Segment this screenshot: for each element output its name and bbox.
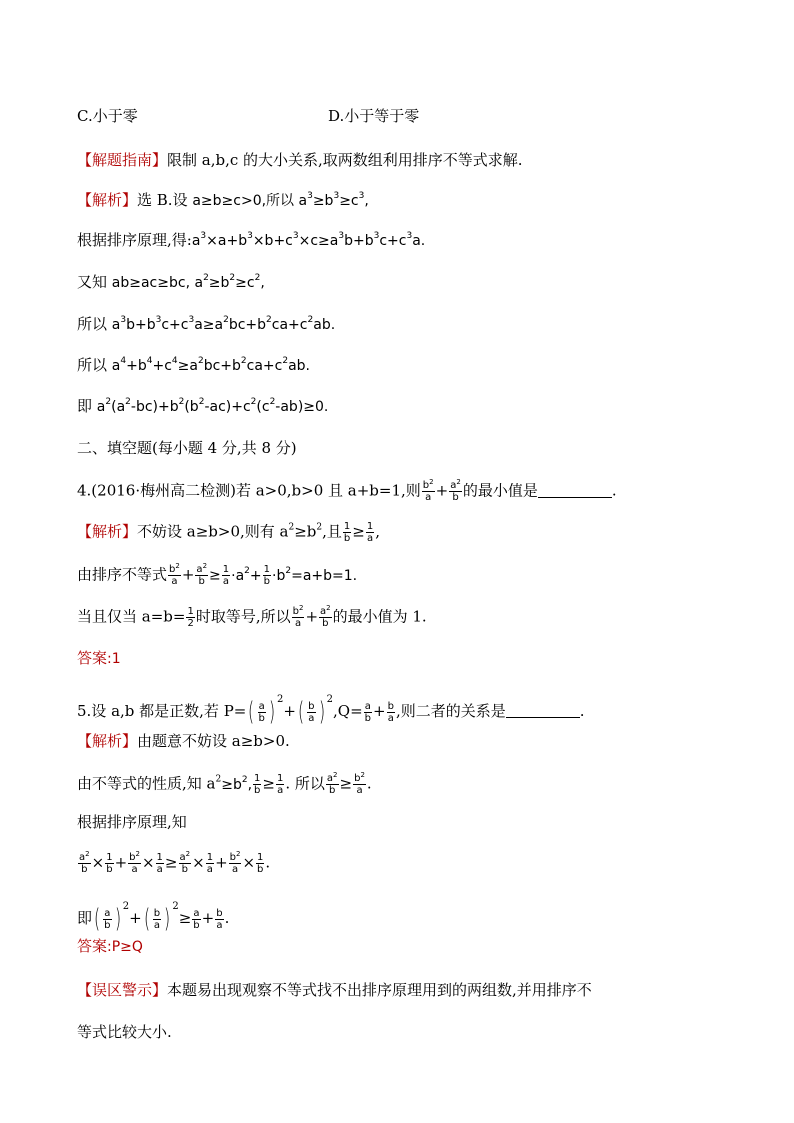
q3-a2-math: $a^3\times a+b^3\times b+c^3\times c\ge a^3b+b^3c+c^3a$. — [191, 231, 426, 249]
q5-analysis-line-2: 由不等式的性质,知 $a^2\ge b^2$, $\frac{1}{b}$ ≥ $\frac{1}{a}$ . 所以 $\frac{a^2}{b}$ ≥ $\frac{b^2}{a}$ . — [77, 771, 372, 796]
q4-answer-value: :1 — [107, 651, 121, 667]
fraction: $\frac{b^2}{a}$ — [292, 604, 304, 629]
q5-answer-value: :P≥Q — [107, 939, 143, 955]
q5-analysis-line-1 — [77, 731, 290, 751]
q5-a2-post: . 所以 — [285, 774, 325, 793]
fraction: $\frac{b}{a}$ — [216, 907, 223, 931]
fraction: $\frac{a^2}{b}$ — [326, 771, 338, 796]
q5-a5-pre: 即 — [77, 909, 93, 927]
fraction: $\frac{b}{a}$ — [153, 907, 161, 931]
q5-answer — [77, 936, 143, 957]
answer-blank — [506, 703, 580, 718]
answer-label: 答案 — [77, 649, 108, 667]
fraction: $\frac{a}{b}$ — [104, 907, 111, 931]
fraction: $\frac{a^2}{b}$ — [179, 850, 191, 875]
q5-a2-pre: 由不等式的性质,知 a — [77, 774, 216, 793]
q5-analysis-line-4: $\frac{a^2}{b}$ × $\frac{1}{b}$ + $\frac{b^2}{a}$ × $\frac{1}{a}$ ≥ $\frac{a^2}{b}$ × $\frac{1}{a}$ + $\frac{b^2}{a}$ × $\frac{1}{b}$ . — [79, 850, 271, 875]
guide-paragraph — [77, 150, 523, 170]
q3-l6-pre: 即 — [77, 397, 97, 415]
fraction: $\frac{1}{a}$ — [156, 852, 163, 875]
warning-line-2: 等式比较大小. — [77, 1023, 172, 1041]
answer-blank — [538, 483, 612, 498]
fraction: $\frac{a}{b}$ — [364, 700, 372, 724]
fraction: $\frac{1}{b}$ — [263, 564, 271, 587]
q4-a3-mid: 时取等号,所以 — [195, 607, 291, 626]
q4-analysis-line-2: 由排序不等式 $\frac{b^2}{a}$ + $\frac{a^2}{b}$ ≥ $\frac{1}{a}$ $\cdot a^2+$ $\frac{1}{b}$ $\cdot b^2=a+b=1$. — [77, 562, 358, 587]
fraction: $\frac{a^2}{b}$ — [196, 562, 208, 587]
q4-analysis-line-3: 当且仅当 a=b= $\frac{1}{2}$ 时取等号,所以 $\frac{b^2}{a}$ + $\frac{a^2}{b}$ 的最小值为 1. — [77, 604, 427, 629]
q5-stem-pre: 5.设 a,b 都是正数,若 P= — [77, 702, 247, 720]
q5-stem-q: ,Q= — [333, 702, 363, 720]
q4-analysis-line-1: 【解析】不妨设 a≥b>0,则有 $a^2\ge b^2$,且 $\frac{1}{b}$ ≥ $\frac{1}{a}$ , — [77, 521, 381, 544]
q3-analysis-line-3 — [77, 272, 265, 293]
warning-tag: 【误区警示】 — [77, 981, 168, 999]
fraction: $\frac{a^2}{b}$ — [320, 604, 331, 629]
warning-text-1: 本题易出现观察不等式找不出排序原理用到的两组数,并用排序不 — [167, 981, 592, 999]
q4-a3-pre: 当且仅当 a=b= — [77, 607, 186, 626]
q4-a1-post: ,且 — [322, 522, 342, 541]
q3-analysis-line-2 — [77, 230, 425, 251]
q3-analysis-line-5 — [77, 355, 310, 376]
q3-l5-pre: 所以 — [77, 356, 112, 374]
q5-stem-post: ,则二者的关系是 — [395, 702, 506, 720]
q4-stem-post: 的最小值是 — [462, 481, 538, 500]
q3-analysis-line-1 — [77, 190, 369, 211]
guide-tag: 【解题指南】 — [77, 151, 168, 169]
fraction: $\frac{1}{b}$ — [343, 521, 351, 544]
fraction: $\frac{1}{b}$ — [254, 773, 261, 796]
guide-text: 限制 a,b,c 的大小关系,取两数组利用排序不等式求解. — [167, 151, 523, 169]
q5-analysis-line-3: 根据排序原理,知 — [77, 813, 187, 831]
q3-analysis-line-4 — [77, 314, 335, 335]
q3-a2-pre: 根据排序原理,得: — [77, 231, 192, 249]
q4-a3-post: 的最小值为 1. — [332, 607, 427, 626]
q3-a1-math: a≥b≥c>0,所以 $a^3\ge b^3\ge c^3$, — [192, 191, 369, 209]
fraction: $\frac{1}{a}$ — [366, 521, 374, 544]
q3-l4-pre: 所以 — [77, 315, 112, 333]
q5-a1: 由题意不妨设 a≥b>0. — [137, 732, 290, 750]
q4-answer — [77, 648, 121, 669]
q4-a2-pre: 由排序不等式 — [77, 565, 168, 584]
q3-l3-math: ab≥ac≥bc, $a^2\ge b^2\ge c^2$, — [111, 273, 265, 291]
q5-stem: 5.设 a,b 都是正数,若 P=( $\frac{a}{b}$ ) $^2$+( $\frac{b}{a}$ ) $^2$,Q= $\frac{a}{b}$ + $\frac{b}{a}$ ,则二者的关系是 . — [77, 694, 585, 727]
option-d: D.小于等于零 — [328, 107, 420, 125]
analysis-tag: 【解析】 — [77, 191, 138, 209]
q3-l4-math: $a^3b+b^3c+c^3a\ge a^2bc+b^2ca+c^2ab$. — [111, 315, 336, 333]
q4-stem: 4.(2016·梅州高二检测)若 a>0,b>0 且 a+b=1,则 $\frac{b^2}{a}$ + $\frac{a^2}{b}$ 的最小值是 . — [77, 478, 617, 503]
fraction: $\frac{b^2}{a}$ — [229, 850, 241, 875]
fraction: $\frac{b^2}{a}$ — [354, 771, 365, 796]
q4-a1-mid: ≥b — [294, 522, 317, 541]
q3-l5-math: $a^4+b^4+c^4\ge a^2bc+b^2ca+c^2ab$. — [111, 356, 310, 374]
q3-l6-math: $a^2(a^2-bc)+b^2(b^2-ac)+c^2(c^2-ab)\ge 0$. — [96, 397, 329, 415]
fraction: $\frac{1}{2}$ — [187, 606, 194, 629]
section-heading: 二、填空题(每小题 4 分,共 8 分) — [77, 439, 297, 457]
fraction: $\frac{a^2}{b}$ — [450, 478, 461, 503]
analysis-tag: 【解析】 — [77, 732, 138, 750]
warning-line-1 — [77, 980, 592, 1000]
q5-analysis-line-5: 即( $\frac{a}{b}$ ) $^2$+( $\frac{b}{a}$ ) $^2$≥ $\frac{a}{b}$ + $\frac{b}{a}$ . — [77, 901, 230, 934]
fraction: $\frac{1}{b}$ — [106, 852, 113, 875]
fraction: $\frac{b}{a}$ — [308, 700, 315, 724]
option-c: C.小于零 — [77, 107, 138, 125]
fraction: $\frac{1}{a}$ — [222, 564, 230, 587]
fraction: $\frac{b^2}{a}$ — [129, 850, 140, 875]
analysis-tag: 【解析】 — [77, 522, 138, 541]
q4-a1-pre: 不妨设 a≥b>0,则有 a — [137, 522, 289, 541]
answer-label: 答案 — [77, 937, 108, 955]
fraction: $\frac{b^2}{a}$ — [422, 478, 434, 503]
fraction: $\frac{1}{a}$ — [206, 852, 214, 875]
fraction: $\frac{a}{b}$ — [193, 907, 200, 931]
q4-stem-pre: 4.(2016·梅州高二检测)若 a>0,b>0 且 a+b=1,则 — [77, 481, 421, 500]
q3-a1-pre: 选 B.设 — [137, 191, 193, 209]
fraction: $\frac{1}{a}$ — [276, 773, 284, 796]
fraction: $\frac{b}{a}$ — [387, 700, 394, 724]
q3-l3-pre: 又知 — [77, 273, 112, 291]
q3-analysis-line-6 — [77, 396, 328, 417]
fraction: $\frac{b^2}{a}$ — [169, 562, 180, 587]
fraction: $\frac{a^2}{b}$ — [79, 850, 90, 875]
fraction: $\frac{1}{b}$ — [257, 852, 264, 875]
fraction: $\frac{a}{b}$ — [258, 700, 265, 724]
